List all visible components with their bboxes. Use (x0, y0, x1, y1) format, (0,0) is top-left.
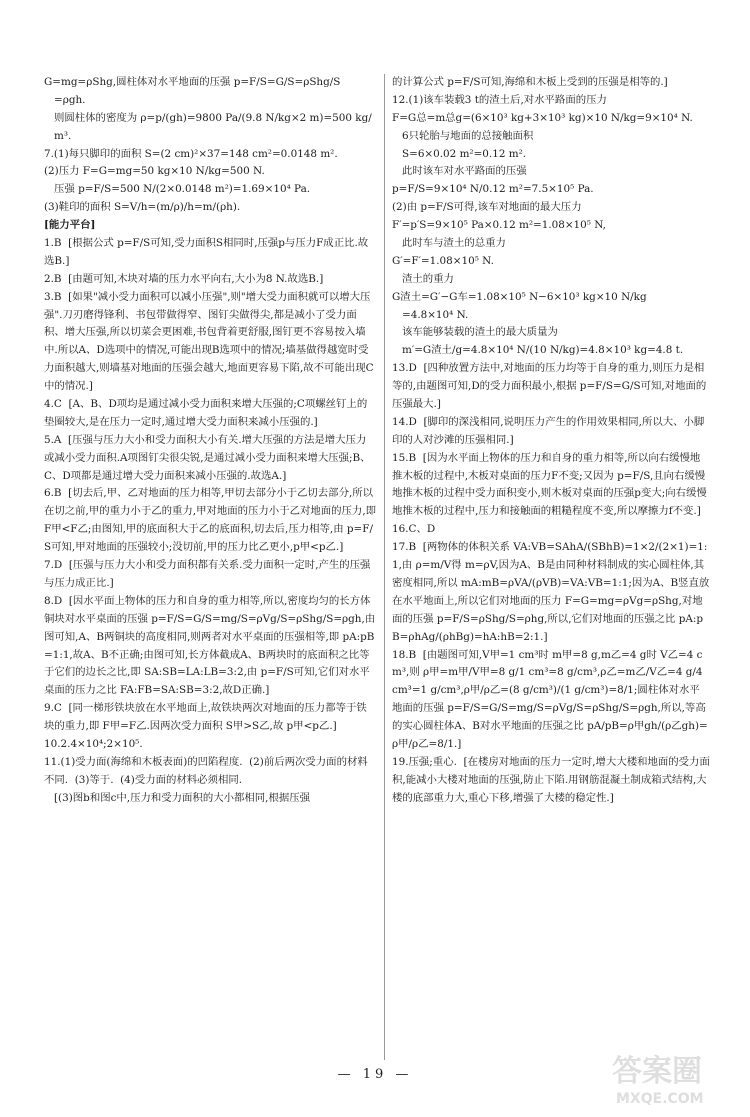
text-line: 压强 p=F/S=500 N/(2×0.0148 m²)=1.69×10⁴ Pa. (54, 183, 311, 196)
text-line: p=F/S=9×10⁴ N/0.12 m²=7.5×10⁵ Pa. (392, 183, 594, 196)
text-line: 渣土的重力 (402, 272, 454, 285)
text-line: S=6×0.02 m²=0.12 m². (402, 147, 527, 160)
text-line: 6只轮胎与地面的总接触面积 (402, 129, 534, 142)
right-column (392, 74, 710, 808)
text-line: 16.C、D (392, 523, 436, 536)
text-line: 此时该车对水平路面的压强 (402, 165, 527, 178)
text-line: m′=G渣土/g=4.8×10⁴ N/(10 N/kg)=4.8×10³ kg=4.8 t. (402, 344, 684, 357)
text-line: (2)压力 F=G=mg=50 kg×10 N/kg=500 N. (44, 165, 265, 178)
text-line: 的计算公式 p=F/S可知,海绵和木板上受到的压强是相等的.] (392, 76, 668, 88)
text-line: 此时车与渣土的总重力 (402, 237, 506, 250)
column-divider (384, 74, 385, 1060)
text-line: 7.D [压强与压力大小和受力面积都有关系.受力面积一定时,产生的压强与压力成正比.] (44, 559, 371, 589)
text-line: G=mg=ρShg,圆柱体对水平地面的压强 p=F/S=G/S=ρShg/S (44, 76, 341, 88)
page-number: — 19 — (337, 1067, 413, 1082)
text-line: 9.C [同一梯形铁块放在水平地面上,故铁块两次对地面的压力都等于铁块的重力,即 F甲=F乙.因两次受力面积 S甲>S乙,故 p甲<p乙.] (44, 702, 367, 733)
text-line: 15.B [因为水平面上物体的压力和自身的重力相等,所以向右缓慢地推木板的过程中,木板对桌面的压力F不变;又因为 p=F/S,且向右缓慢地推木板的过程中受力面积变小,则木板对桌面的压强p变大;向右缓慢地推木板的过程中,压力和接触面的粗糙程度不变,所以摩擦力f不变.] (392, 451, 707, 518)
text-line: 18.B [由题图可知,V甲=1 cm³时 m甲=8 g,m乙=4 g时 V乙=4 cm³,则 ρ甲=m甲/V甲=8 g/1 cm³=8 g/cm³,ρ乙=m乙/V乙=4 g/4 cm³=1 g/cm³,ρ甲/ρ乙=(8 g/cm³)/(1 g/cm³)=8/1;圆柱体对水平地面的压强 p=F/S=G/S=mg/S=ρVg/S=ρShg/S=ρgh,所以,等高的实心圆柱体A、B对水平地面的压强之比 pA/pB=ρ甲gh/(ρ乙gh)=ρ甲/ρ乙=8/1.] (392, 648, 708, 750)
text-line: 8.D [因水平面上物体的压力和自身的重力相等,所以,密度均匀的长方体铜块对水平桌面的压强 p=F/S=G/S=mg/S=ρVg/S=ρShg/S=ρgh,由图可知,A、B两铜块的高度相同,则两者对水平桌面的压强相等,即 pA:pB=1:1,故A、B不正确;由图可知,长方体截成A、B两块时的底面积之比等于它们的边长之比,即 SA:SB=LA:LB=3:2,由 p=F/S可知,它们对水平桌面的压力之比 FA:FB=SA:SB=3:2,故D正确.] (44, 594, 376, 697)
text-line: 5.A [压强与压力大小和受力面积大小有关.增大压强的方法是增大压力或减小受力面积.A项图钉尖很尖锐,是通过减小受力面积来增大压强;B、C、D项都是通过增大受力面积来减小压强的.故选A.] (44, 433, 371, 482)
text-line: 6.B [切去后,甲、乙对地面的压力相等,甲切去部分小于乙切去部分,所以在切之前,甲的重力小于乙的重力,甲对地面的压力小于乙对地面的压力,即 F甲<F乙;由图知,甲的底面积大于乙的底面积,切去后,压力相等,由 p=F/S可知,甲对地面的压强较小;没切前,甲的压力比乙更小,p甲<p乙.] (44, 487, 380, 554)
text-line: G′=F′=1.08×10⁵ N. (392, 254, 494, 267)
text-line: 1.B [根据公式 p=F/S可知,受力面积S相同时,压强p与压力F成正比.故选B.] (44, 237, 369, 267)
text-line: (3)鞋印的面积 S=V/h=(m/ρ)/h=m/(ρh). (44, 201, 241, 214)
text-line: [能力平台] (44, 219, 96, 232)
watermark-logo (606, 1043, 736, 1109)
text-line: [(3)图b和图c中,压力和受力面积的大小都相同,根据压强 (54, 791, 311, 804)
text-line: 该车能够装载的渣土的最大质量为 (402, 326, 558, 339)
text-line: 14.D [脚印的深浅相同,说明压力产生的作用效果相同,所以大、小脚印的人对沙滩的压强相同.] (392, 415, 705, 446)
text-line: 10.2.4×10⁴;2×10⁵. (44, 737, 143, 750)
text-line: G渣土=G′−G车=1.08×10⁵ N−6×10³ kg×10 N/kg (392, 290, 647, 303)
text-line: 7.(1)每只脚印的面积 S=(2 cm)²×37=148 cm²=0.0148 m². (44, 147, 338, 160)
text-line: 11.(1)受力面(海绵和木板表面)的凹陷程度. (2)前后两次受力面的材料不同. (3)等于. (4)受力面的材料必须相同. (44, 755, 368, 786)
text-line: 3.B [如果"减小受力面积可以减小压强",则"增大受力面积就可以增大压强".刀刃磨得锋利、书包带做得窄、图钉尖做得尖,都是减小了受力面积、增大压强,所以切菜会更困难,书包背着更舒服,图钉更不容易按入墙中.所以A、D选项中的情况,可能出现B选项中的情况;墙基做得越宽时受力面积越大,则墙基对地面的压强会越大,地面更容易下陷,故不可能出现C中的情况.] (44, 290, 374, 393)
text-line: 12.(1)该车装载3 t的渣土后,对水平路面的压力 (392, 93, 607, 106)
watermark-text: 答案圈 (612, 1054, 702, 1089)
text-line: F=G总=m总g=(6×10³ kg+3×10³ kg)×10 N/kg=9×10⁴ N. (392, 111, 693, 124)
text-line: 2.B [由题可知,木块对墙的压力水平向右,大小为8 N.故选B.] (44, 272, 324, 285)
text-line: 13.D [四种放置方法中,对地面的压力均等于自身的重力,则压力是相等的,由题图可知,D的受力面积最小,根据 p=F/S=G/S可知,对地面的压强最大.] (392, 362, 707, 411)
text-line: 19.压强;重心. [在楼房对地面的压力一定时,增大大楼和地面的受力面积,能减小大楼对地面的压强,防止下陷.用钢筋混凝土制成箱式结构,大楼的底部重力大,重心下移,增强了大楼的稳定性.] (392, 755, 710, 804)
text-line: =ρgh. (54, 93, 86, 106)
text-line: 则圆柱体的密度为 ρ=p/(gh)=9800 Pa/(9.8 N/kg×2 m)=500 kg/m³. (54, 111, 372, 142)
text-line: F′=p′S=9×10⁵ Pa×0.12 m²=1.08×10⁵ N, (392, 219, 606, 232)
text-line: (2)由 p=F/S可得,该车对地面的最大压力 (392, 201, 582, 214)
text-line: 17.B [两物体的体积关系 VA:VB=SAhA/(SBhB)=1×2/(2×1)=1:1,由 ρ=m/V得 m=ρV,因为A、B是由同种材料制成的实心圆柱体,其密度相同,所以 mA:mB=ρVA/(ρVB)=VA:VB=1:1;因为A、B竖直放在水平地面上,所以它们对地面的压力 F=G=mg=ρVg=ρShg,对地面的压强 p=F/S=ρShg/S=ρhg,所以,它们对地面的压强之比 pA:pB=ρhAg/(ρhBg)=hA:hB=2:1.] (392, 541, 710, 643)
text-line: =4.8×10⁴ N. (402, 308, 469, 321)
left-column (44, 74, 380, 808)
text-line: 4.C [A、B、D项均是通过减小受力面积来增大压强的;C项螺丝钉上的垫圈较大,是在压力一定时,通过增大受力面积来减小压强的.] (44, 398, 368, 428)
watermark-subtext: MXQE.COM (616, 1091, 704, 1107)
